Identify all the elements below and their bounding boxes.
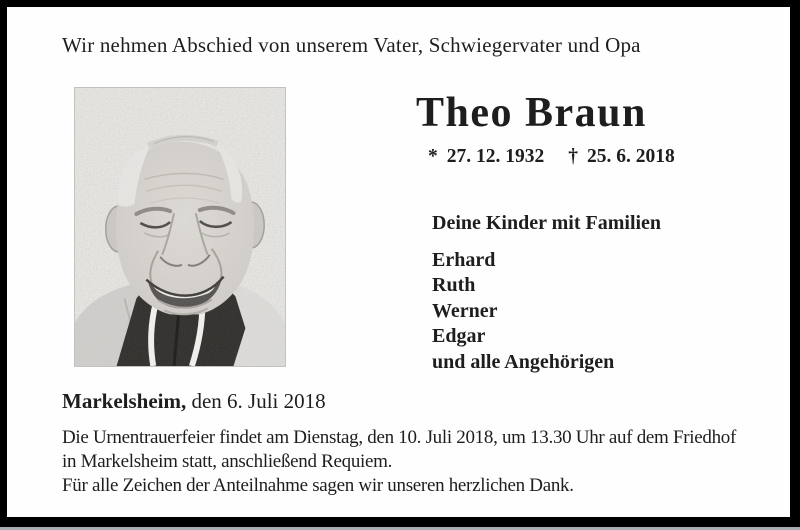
deceased-name: Theo Braun [416,90,647,136]
thanks-line: Für alle Zeichen der Anteilnahme sagen wir unseren herzlichen Dank. [62,475,574,496]
birth-date: 27. 12. 1932 [446,146,545,167]
family-member: und alle Angehörigen [432,350,615,373]
frame-right-border [790,0,800,530]
family-member: Ruth [432,274,476,297]
intro-line: Wir nehmen Abschied von unserem Vater, Schwiegervater und Opa [62,33,641,57]
frame-bottom-border [0,517,800,527]
birth-star-symbol: * [428,146,438,167]
death-date-group [568,146,675,167]
family-member: Werner [432,299,498,322]
life-dates [428,146,675,168]
family-member: Edgar [432,325,486,348]
portrait-photo-illustration [75,88,285,366]
place-date-line [62,389,326,414]
place-date-rest: den 6. Juli 2018 [186,389,326,413]
family-heading: Deine Kinder mit Familien [432,212,662,234]
portrait-photo [74,87,286,367]
family-member: Erhard [432,249,496,271]
birth-date-group [428,146,544,167]
death-date: 25. 6. 2018 [587,146,675,167]
frame-left-border [0,0,7,530]
ceremony-info [62,426,736,473]
place-name: Markelsheim, [62,389,187,413]
ceremony-line: Die Urnentrauerfeier findet am Dienstag, den 10. Juli 2018, um 13.30 Uhr auf dem Friedhof [62,427,737,448]
death-cross-symbol: † [568,146,578,167]
ceremony-line: in Markelsheim statt, anschließend Requiem. [62,450,393,472]
frame-top-border [0,0,800,7]
family-members-list [432,248,614,375]
